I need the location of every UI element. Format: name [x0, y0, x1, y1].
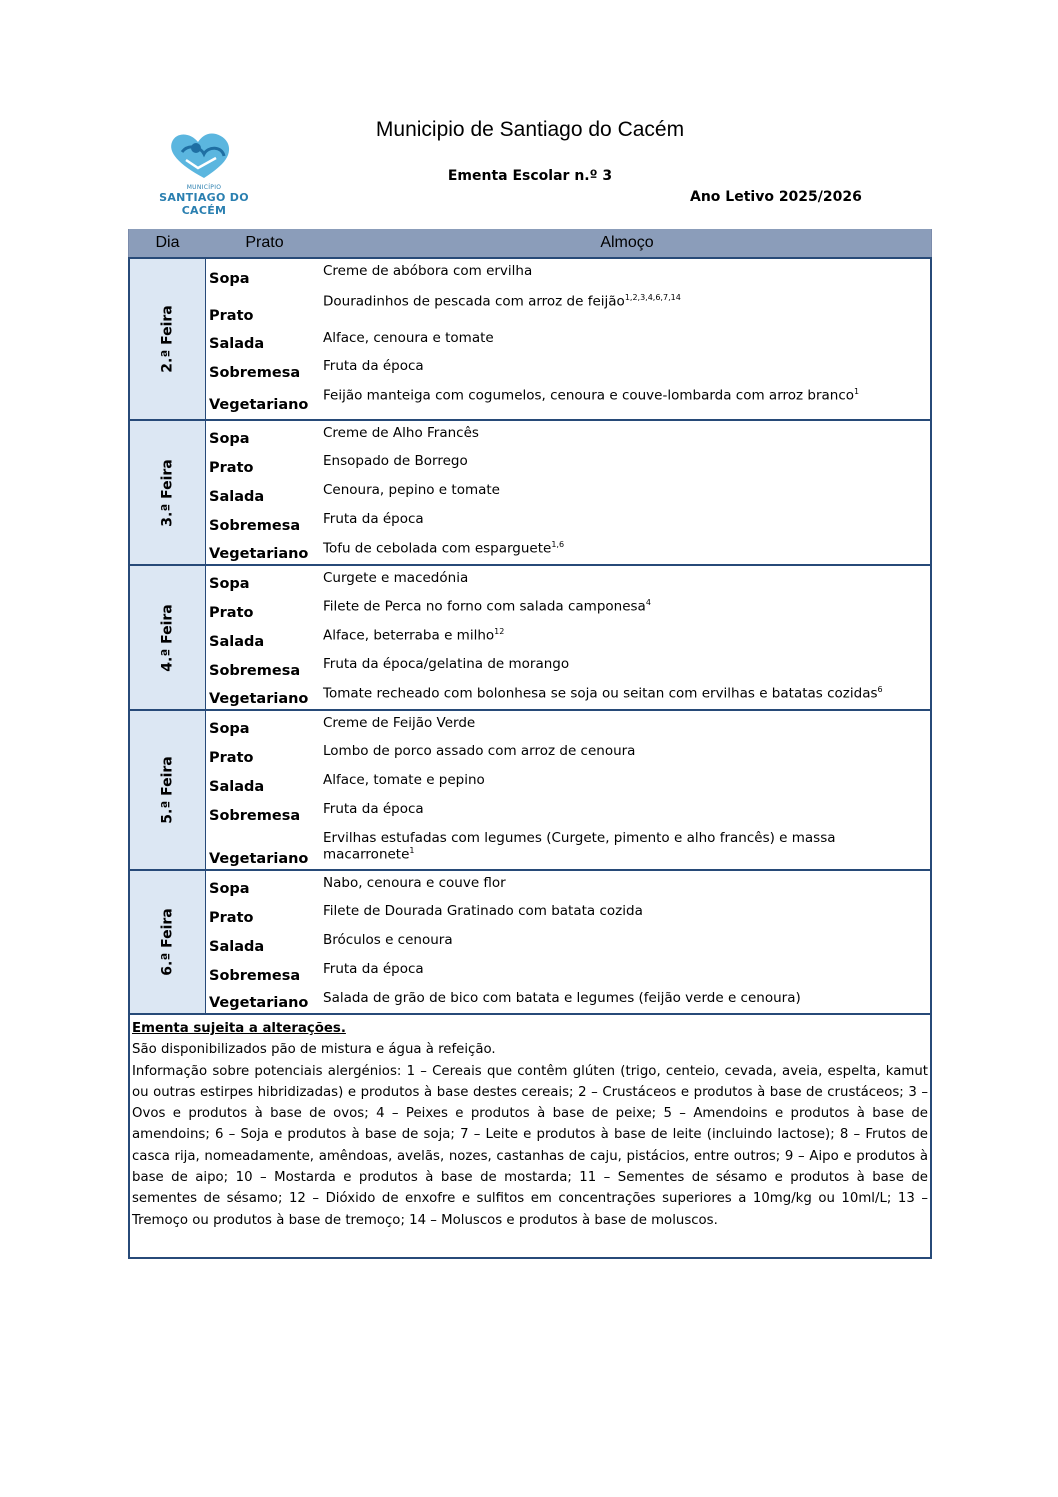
course-dish — [323, 957, 930, 986]
course-dish — [323, 928, 930, 957]
day-label-cell — [130, 421, 206, 564]
allergen-codes: 1 — [409, 846, 415, 855]
course-label: Sopa — [209, 881, 250, 897]
course-label: Salada — [209, 634, 265, 650]
dish-text: Alface, cenoura e tomate — [323, 330, 494, 346]
course-label: Prato — [209, 308, 254, 324]
logo-small-text: MUNICÍPIO — [186, 184, 222, 191]
day-label: 5.ª Feira — [159, 756, 176, 824]
day-label: 2.ª Feira — [159, 305, 176, 373]
course-dish — [323, 871, 930, 899]
course-label: Vegetariano — [209, 546, 309, 562]
dish-text: Fruta da época — [323, 358, 424, 374]
allergen-codes: 1,2,3,4,6,7,14 — [624, 293, 681, 302]
header-dia: Dia — [155, 234, 180, 251]
menu-row — [206, 652, 930, 681]
menu-row — [206, 957, 930, 986]
dish-text: Fruta da época — [323, 961, 424, 977]
day-label: 4.ª Feira — [159, 603, 176, 672]
day-rows — [206, 421, 930, 564]
course-dish — [323, 326, 930, 354]
course-label: Vegetariano — [209, 397, 309, 413]
course-dish — [323, 507, 930, 536]
menu-row — [206, 449, 930, 478]
allergen-codes: 1 — [854, 387, 860, 396]
course-label: Sobremesa — [209, 663, 301, 679]
menu-row — [206, 871, 930, 899]
menu-row — [206, 566, 930, 594]
menu-row — [206, 326, 930, 354]
course-dish — [323, 681, 930, 709]
dish-text: Creme de Alho Francês — [323, 425, 479, 441]
allergen-codes: 12 — [494, 627, 505, 636]
day-block — [128, 566, 932, 711]
menu-row — [206, 739, 930, 768]
course-label: Sopa — [209, 721, 250, 737]
heart-logo-icon — [138, 128, 270, 184]
course-label: Sobremesa — [209, 808, 301, 824]
day-label-cell — [130, 871, 206, 1013]
header-almoco: Almoço — [600, 234, 654, 251]
allergen-codes: 4 — [645, 598, 651, 607]
course-dish — [323, 899, 930, 928]
dish-text: Cenoura, pepino e tomate — [323, 482, 500, 498]
course-dish — [323, 826, 930, 869]
day-block — [128, 871, 932, 1015]
course-label: Salada — [209, 489, 265, 505]
course-label: Prato — [209, 910, 254, 926]
notes-line: São disponibilizados pão de mistura e água à refeição. — [132, 1042, 496, 1058]
course-dish — [323, 623, 930, 652]
dish-text: Curgete e macedónia — [323, 570, 469, 586]
course-dish — [323, 289, 930, 326]
dish-text: Salada de grão de bico com batata e legumes (feijão verde e cenoura) — [323, 990, 801, 1006]
dish-text: Filete de Dourada Gratinado com batata cozida — [323, 903, 643, 919]
day-label: 6.ª Feira — [159, 908, 176, 976]
dish-text: Creme de Feijão Verde — [323, 715, 476, 731]
course-label: Salada — [209, 336, 265, 352]
course-label: Prato — [209, 460, 254, 476]
course-label: Sopa — [209, 431, 250, 447]
course-label: Sopa — [209, 271, 250, 287]
dish-text: Tofu de cebolada com esparguete — [323, 540, 552, 557]
days-container — [128, 257, 932, 1015]
logo-text — [138, 184, 270, 217]
day-block — [128, 421, 932, 566]
table-header — [128, 229, 932, 257]
notes-section — [128, 1015, 932, 1259]
menu-row — [206, 259, 930, 289]
course-label: Prato — [209, 750, 254, 766]
course-dish — [323, 566, 930, 594]
allergen-info: Informação sobre potenciais alergénios: 1 – Cereais que contêm glúten (trigo, centeio, cevada, aveia, espelta, kamut ou outras estirpes hibridizadas) e produtos à base destes cereais; 2 – Crustáceos e produtos à base de crustáceos; 3 – Ovos e produtos à base de ovos; 4 – Peixes e produtos à base de peixe; 5 – Amendoins e produtos à base de amendoins; 6 – Soja e produtos à base de soja; 7 – Leite e produtos à base de leite (incluindo lactose); 8 – Frutos de casca rija, nomeadamente, amêndoas, avelãs, nozes, castanhas de caju, pistácios, entre outros; 9 – Aipo e produtos à base de aipo; 10 – Mostarda e produtos à base de mostarda; 11 – Sementes de sésamo e produtos à base de sementes de sésamo; 12 – Dióxido de enxofre e sulfitos em concentrações superiores a 10mg/kg ou 10ml/L; 13 – Tremoço ou produtos à base de tremoço; 14 – Moluscos e produtos à base de moluscos. — [132, 1063, 928, 1228]
municipality-logo — [138, 128, 270, 217]
course-dish — [323, 354, 930, 383]
allergen-codes: 1,6 — [551, 540, 565, 549]
notes-heading: Ementa sujeita a alterações. — [132, 1021, 346, 1036]
day-label-cell — [130, 566, 206, 709]
day-rows — [206, 259, 930, 419]
course-dish — [323, 652, 930, 681]
dish-text: Bróculos e cenoura — [323, 932, 453, 948]
menu-table — [128, 229, 932, 1259]
course-label: Prato — [209, 605, 254, 621]
header-prato: Prato — [245, 234, 284, 251]
day-rows — [206, 566, 930, 709]
dish-text: Lombo de porco assado com arroz de cenoura — [323, 743, 636, 759]
course-dish — [323, 739, 930, 768]
menu-row — [206, 681, 930, 709]
menu-row — [206, 768, 930, 797]
dish-text: Creme de abóbora com ervilha — [323, 263, 533, 279]
school-year: Ano Letivo 2025/2026 — [690, 189, 862, 205]
course-label: Sobremesa — [209, 518, 301, 534]
menu-row — [206, 383, 930, 415]
menu-row — [206, 594, 930, 623]
menu-row — [206, 899, 930, 928]
dish-text: Feijão manteiga com cogumelos, cenoura e couve-lombarda com arroz branco — [323, 387, 855, 404]
dish-text: Douradinhos de pescada com arroz de feijão — [323, 293, 625, 310]
course-label: Sobremesa — [209, 365, 301, 381]
course-dish — [323, 478, 930, 507]
dish-text: Ervilhas estufadas com legumes (Curgete, pimento e alho francês) e massa macarronete — [323, 830, 836, 863]
menu-row — [206, 928, 930, 957]
course-label: Salada — [209, 779, 265, 795]
course-dish — [323, 383, 930, 415]
logo-name: SANTIAGO DO CACÉM — [159, 191, 249, 217]
day-block — [128, 711, 932, 871]
day-label-cell — [130, 259, 206, 419]
dish-text: Fruta da época/gelatina de morango — [323, 656, 570, 672]
dish-text: Filete de Perca no forno com salada camponesa — [323, 598, 646, 615]
course-label: Vegetariano — [209, 851, 309, 867]
day-label: 3.ª Feira — [159, 458, 176, 527]
course-label: Vegetariano — [209, 995, 309, 1011]
dish-text: Nabo, cenoura e couve flor — [323, 875, 506, 891]
day-label-cell — [130, 711, 206, 869]
menu-row — [206, 507, 930, 536]
dish-text: Fruta da época — [323, 801, 424, 817]
menu-row — [206, 536, 930, 564]
course-label: Sobremesa — [209, 968, 301, 984]
menu-row — [206, 289, 930, 326]
day-rows — [206, 871, 930, 1013]
course-label: Vegetariano — [209, 691, 309, 707]
menu-row — [206, 354, 930, 383]
course-dish — [323, 768, 930, 797]
course-dish — [323, 449, 930, 478]
course-dish — [323, 259, 930, 289]
menu-row — [206, 421, 930, 449]
dish-text: Ensopado de Borrego — [323, 453, 468, 469]
day-block — [128, 257, 932, 421]
day-rows — [206, 711, 930, 869]
dish-text: Tomate recheado com bolonhesa se soja ou seitan com ervilhas e batatas cozidas — [323, 685, 878, 702]
menu-row — [206, 797, 930, 826]
course-dish — [323, 711, 930, 739]
course-dish — [323, 986, 930, 1013]
dish-text: Alface, beterraba e milho — [323, 627, 495, 644]
course-label: Salada — [209, 939, 265, 955]
dish-text: Alface, tomate e pepino — [323, 772, 485, 788]
dish-text: Fruta da época — [323, 511, 424, 527]
course-dish — [323, 594, 930, 623]
page-title: Municipio de Santiago do Cacém — [375, 118, 685, 141]
menu-row — [206, 986, 930, 1013]
course-label: Sopa — [209, 576, 250, 592]
menu-subtitle: Ementa Escolar n.º 3 — [447, 168, 613, 184]
course-dish — [323, 536, 930, 564]
course-dish — [323, 421, 930, 449]
menu-row — [206, 826, 930, 869]
course-dish — [323, 797, 930, 826]
menu-row — [206, 623, 930, 652]
allergen-codes: 6 — [877, 685, 883, 694]
menu-row — [206, 711, 930, 739]
menu-row — [206, 478, 930, 507]
